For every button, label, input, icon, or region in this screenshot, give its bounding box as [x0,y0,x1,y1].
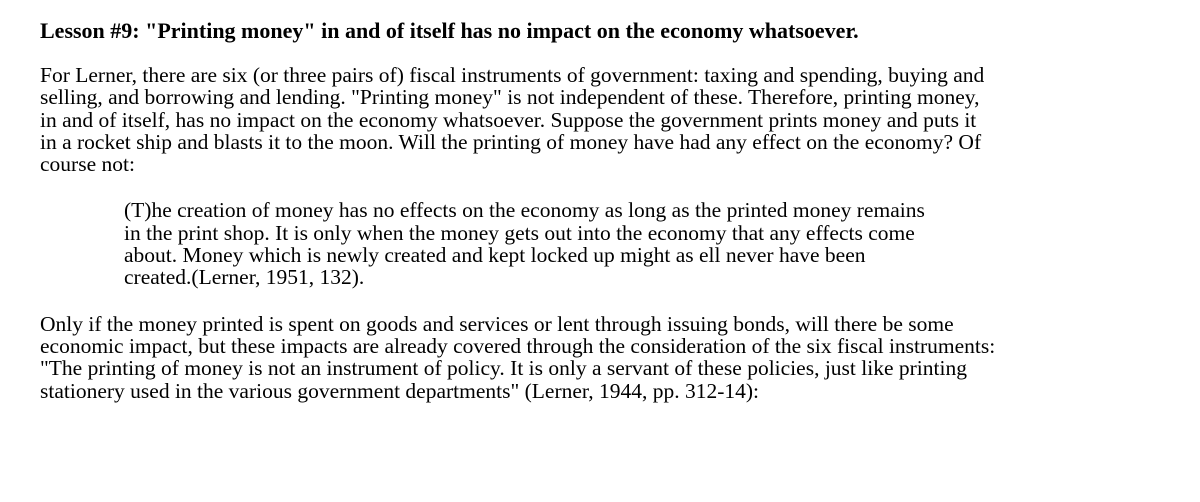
paragraph-line: in and of itself, has no impact on the economy whatsoever. Suppose the government prints money and puts it [40,107,977,132]
quote-line: in the print shop. It is only when the money gets out into the economy that any effects come [124,220,915,245]
block-quote [124,199,1170,288]
quote-line: created.(Lerner, 1951, 132). [124,265,365,290]
document-page [40,18,1170,402]
lesson-heading: Lesson #9: "Printing money" in and of itself has no impact on the economy whatsoever. [40,18,859,43]
quote-line: (T)he creation of money has no effects on the economy as long as the printed money remains [124,198,925,223]
paragraph-line: course not: [40,152,135,177]
paragraph-intro [40,64,1170,175]
paragraph-conclusion [40,313,1170,402]
paragraph-line: selling, and borrowing and lending. "Printing money" is not independent of these. Therefore, printing money, [40,85,980,110]
paragraph-line: "The printing of money is not an instrument of policy. It is only a servant of these policies, just like printing [40,356,967,381]
paragraph-line: For Lerner, there are six (or three pairs of) fiscal instruments of government: taxing and spending, buying and [40,63,985,87]
quote-line: about. Money which is newly created and kept locked up might as ell never have been [124,243,866,268]
paragraph-line: Only if the money printed is spent on goods and services or lent through issuing bonds, will there be some [40,311,954,336]
paragraph-line: stationery used in the various government departments" (Lerner, 1944, pp. 312-14): [40,378,760,403]
paragraph-line: economic impact, but these impacts are already covered through the consideration of the six fiscal instruments: [40,333,996,358]
paragraph-line: in a rocket ship and blasts it to the moon. Will the printing of money have had any effect on the economy? Of [40,129,982,154]
